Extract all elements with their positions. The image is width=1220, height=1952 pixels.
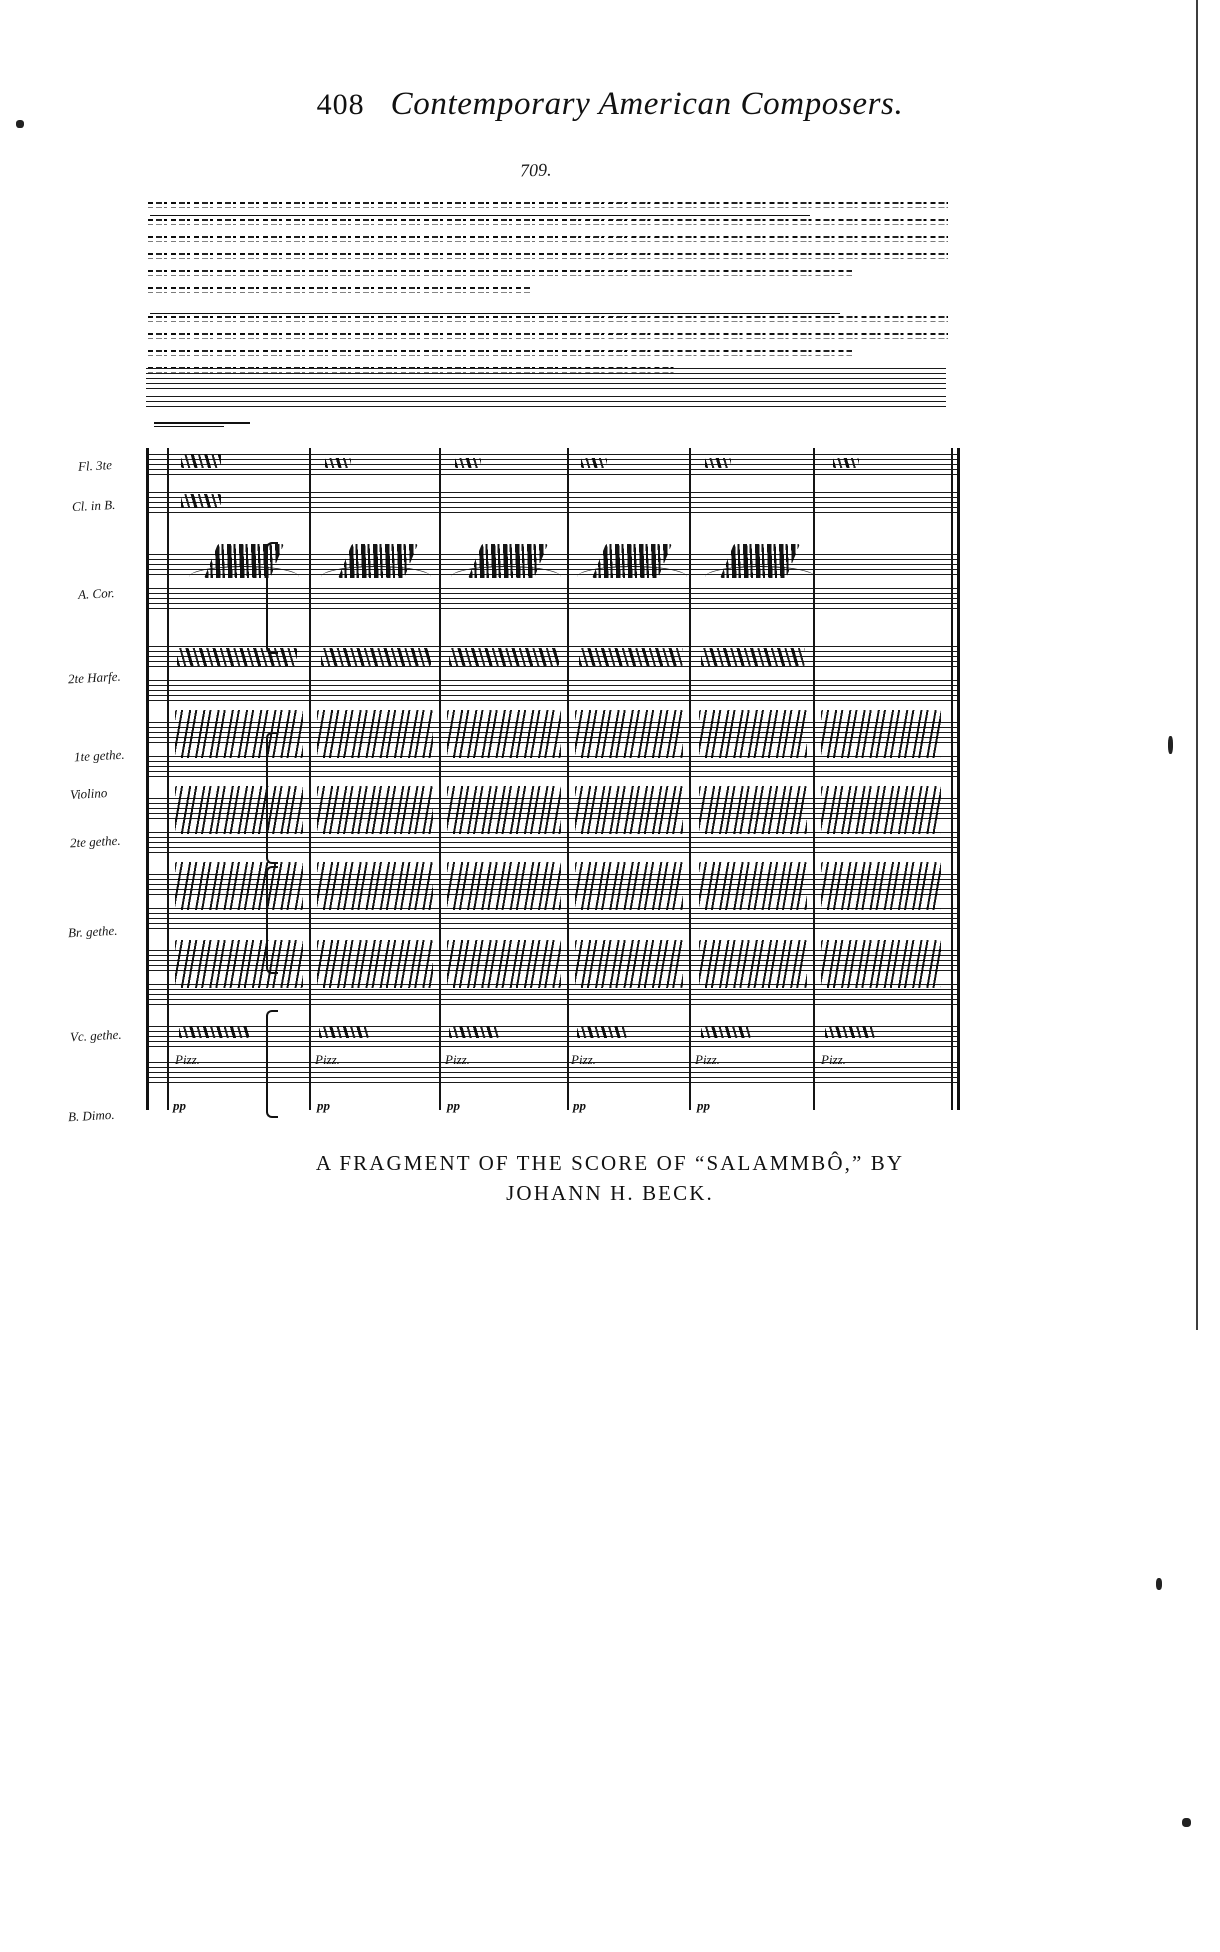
dynamic-marking: pp [447, 1098, 460, 1113]
note-cluster [575, 862, 683, 910]
running-head: Contemporary American Composers. [390, 86, 904, 122]
scan-speck [1156, 1578, 1162, 1590]
blank-staff [146, 396, 946, 418]
barline [951, 448, 953, 1110]
note-cluster [175, 710, 303, 758]
pizz-mark: Pizz. [175, 1052, 200, 1067]
instrument-label: 1te gethe. [73, 746, 125, 765]
instrument-label: 2te Harfe. [67, 668, 122, 687]
handwriting-line [148, 249, 948, 264]
page-edge-rule [1196, 0, 1198, 1330]
note-cluster [181, 454, 221, 468]
note-cluster [825, 1026, 875, 1038]
note-cluster [699, 710, 807, 758]
note-cluster [699, 940, 807, 988]
note-cluster [325, 458, 351, 468]
barline [813, 448, 815, 1110]
note-cluster [821, 862, 941, 910]
staff-brace [266, 542, 278, 654]
barline [567, 448, 569, 1110]
scan-speck [1182, 1818, 1191, 1827]
note-cluster [175, 862, 303, 910]
handwriting-line [148, 266, 948, 281]
instrument-label: Cl. in B. [71, 496, 116, 515]
note-cluster [175, 786, 303, 834]
note-cluster [317, 710, 433, 758]
handwriting-line [148, 346, 948, 361]
note-cluster [575, 786, 683, 834]
page-header [0, 86, 1220, 123]
instrument-label: Br. gethe. [67, 922, 118, 941]
note-cluster [575, 940, 683, 988]
instrument-label: Violino [69, 785, 108, 802]
note-cluster [581, 458, 607, 468]
blank-staff [146, 368, 946, 390]
scan-speck [16, 120, 24, 128]
instrument-label: A. Cor. [77, 585, 115, 602]
barline [689, 448, 691, 1110]
stage-direction-block [148, 198, 948, 380]
note-cluster [447, 786, 561, 834]
note-cluster [447, 862, 561, 910]
staff-harp2-lower [149, 678, 957, 704]
note-cluster [833, 458, 859, 468]
handwriting-line [148, 232, 948, 247]
note-cluster [821, 710, 941, 758]
page-number: 408 [316, 88, 365, 121]
caption-line-1: A FRAGMENT OF THE SCORE OF “SALAMMBÔ,” BY [315, 1151, 905, 1175]
note-cluster [455, 458, 481, 468]
note-cluster [579, 648, 683, 666]
scan-speck [1168, 736, 1173, 754]
staff-brace [266, 732, 278, 864]
instrument-label: Vc. gethe. [69, 1026, 122, 1045]
figure-caption [0, 1148, 1220, 1208]
note-cluster [821, 786, 941, 834]
barline [309, 448, 311, 1110]
note-cluster [699, 786, 807, 834]
note-cluster [179, 1026, 249, 1038]
plate-number: 709. [519, 159, 552, 181]
instrument-label: 2te gethe. [69, 832, 121, 851]
handwriting-line [148, 329, 948, 344]
handwriting-line [148, 312, 948, 327]
staff-brace [266, 866, 278, 974]
note-cluster [321, 648, 431, 666]
note-cluster [319, 1026, 369, 1038]
barline [439, 448, 441, 1110]
note-cluster [181, 494, 221, 508]
handwriting-line [148, 283, 948, 298]
pizz-mark: Pizz. [821, 1052, 846, 1067]
note-cluster [701, 1026, 751, 1038]
dynamic-marking: pp [173, 1098, 186, 1113]
note-cluster [447, 710, 561, 758]
note-cluster [821, 940, 941, 988]
handwriting-line [148, 215, 948, 230]
note-cluster [705, 458, 731, 468]
dynamic-marking: pp [697, 1098, 710, 1113]
barline [167, 448, 169, 1110]
note-cluster [701, 648, 805, 666]
dynamic-marking: pp [317, 1098, 330, 1113]
instrument-label: Fl. 3te [77, 457, 113, 474]
note-cluster [177, 648, 297, 666]
handwriting-line [148, 198, 948, 213]
pizz-mark: Pizz. [571, 1052, 596, 1067]
pizz-mark: Pizz. [695, 1052, 720, 1067]
instrument-label: B. Dimo. [67, 1106, 115, 1125]
pizz-mark: Pizz. [445, 1052, 470, 1067]
note-cluster [699, 862, 807, 910]
note-cluster [447, 940, 561, 988]
note-cluster [575, 710, 683, 758]
note-cluster [449, 1026, 499, 1038]
tempo-marking [154, 422, 274, 434]
note-cluster [449, 648, 559, 666]
staff-brace [266, 1010, 278, 1118]
dynamic-marking: pp [573, 1098, 586, 1113]
score-facsimile-plate [67, 150, 1020, 1150]
pizz-mark: Pizz. [315, 1052, 340, 1067]
note-cluster [577, 1026, 627, 1038]
caption-line-2: JOHANN H. BECK. [506, 1181, 714, 1205]
note-cluster [317, 940, 433, 988]
note-cluster [317, 786, 433, 834]
note-cluster [317, 862, 433, 910]
handwriting-underline [150, 313, 840, 314]
staff-clarinet [149, 490, 957, 516]
note-cluster [175, 940, 303, 988]
